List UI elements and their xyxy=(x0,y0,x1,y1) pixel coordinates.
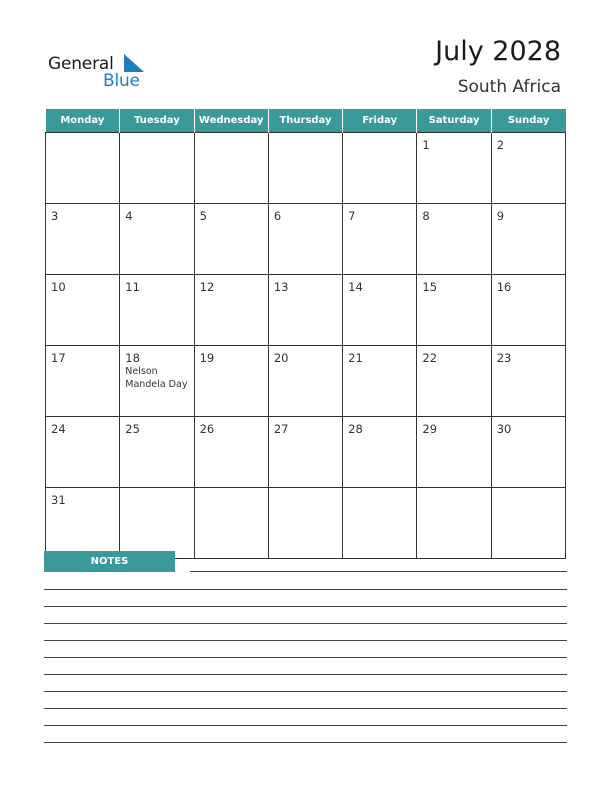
weekday-friday: Friday xyxy=(343,109,417,133)
day-number: 24 xyxy=(51,422,66,436)
day-number: 20 xyxy=(273,351,289,365)
day-cell xyxy=(46,204,120,275)
week-row xyxy=(46,346,566,417)
day-cell xyxy=(343,346,417,417)
day-number: 13 xyxy=(273,280,289,294)
day-cell xyxy=(343,275,417,346)
day-cell xyxy=(46,275,120,346)
day-cell xyxy=(417,204,491,275)
day-number: 21 xyxy=(348,351,363,365)
note-line xyxy=(44,623,567,624)
day-cell xyxy=(491,133,565,204)
day-number: 29 xyxy=(422,422,438,436)
week-row xyxy=(46,275,566,346)
day-cell xyxy=(417,275,491,346)
day-number: 11 xyxy=(125,280,140,294)
day-cell xyxy=(268,346,342,417)
weekday-header-row xyxy=(46,109,566,133)
day-cell xyxy=(46,133,120,204)
day-cell xyxy=(491,488,565,559)
day-number: 27 xyxy=(273,422,289,436)
day-cell xyxy=(417,346,491,417)
weekday-thursday: Thursday xyxy=(268,109,342,133)
day-number: 15 xyxy=(422,280,438,294)
day-cell xyxy=(46,346,120,417)
day-number: 6 xyxy=(273,209,282,223)
calendar-grid xyxy=(45,109,566,559)
day-number: 5 xyxy=(199,209,207,223)
day-cell xyxy=(194,275,268,346)
weekday-monday: Monday xyxy=(46,109,120,133)
day-number: 2 xyxy=(496,138,505,152)
country-subtitle: South Africa xyxy=(457,77,561,97)
week-row xyxy=(46,133,566,204)
day-cell xyxy=(491,204,565,275)
day-cell xyxy=(417,417,491,488)
notes-label: NOTES xyxy=(44,551,175,572)
day-cell xyxy=(46,417,120,488)
day-cell xyxy=(268,417,342,488)
day-cell xyxy=(268,488,342,559)
day-cell xyxy=(343,488,417,559)
note-line xyxy=(44,606,567,607)
day-cell xyxy=(491,275,565,346)
logo-blue-text: Blue xyxy=(103,71,140,91)
day-cell xyxy=(194,417,268,488)
day-cell xyxy=(343,204,417,275)
note-line xyxy=(44,725,567,726)
day-cell xyxy=(194,204,268,275)
weekday-tuesday: Tuesday xyxy=(120,109,194,133)
holiday-label: Nelson xyxy=(125,366,158,377)
day-cell xyxy=(194,133,268,204)
day-number: 12 xyxy=(199,280,215,294)
day-number: 17 xyxy=(51,351,66,365)
day-cell xyxy=(343,417,417,488)
day-cell xyxy=(120,275,194,346)
day-cell xyxy=(120,417,194,488)
day-cell xyxy=(120,204,194,275)
logo-triangle-icon xyxy=(120,54,144,72)
day-cell xyxy=(491,346,565,417)
weekday-sunday: Sunday xyxy=(491,109,565,133)
week-row xyxy=(46,488,566,559)
day-cell xyxy=(268,275,342,346)
day-number: 28 xyxy=(348,422,363,436)
note-line xyxy=(44,674,567,675)
day-number: 10 xyxy=(51,280,66,294)
note-line xyxy=(44,691,567,692)
day-cell xyxy=(120,346,194,417)
weekday-saturday: Saturday xyxy=(417,109,491,133)
day-cell xyxy=(417,133,491,204)
logo-general-text: General xyxy=(48,54,114,74)
day-number: 30 xyxy=(496,422,512,436)
day-number: 7 xyxy=(348,209,356,223)
day-number: 1 xyxy=(422,138,430,152)
day-number: 19 xyxy=(199,351,215,365)
day-number: 25 xyxy=(125,422,140,436)
holiday-label: Mandela Day xyxy=(125,379,188,390)
day-number: 3 xyxy=(51,209,59,223)
day-number: 9 xyxy=(496,209,505,223)
logo xyxy=(48,52,158,92)
day-number: 16 xyxy=(496,280,512,294)
day-number: 18 xyxy=(125,351,140,365)
day-cell xyxy=(417,488,491,559)
day-cell xyxy=(120,488,194,559)
note-line xyxy=(44,742,567,743)
day-cell xyxy=(194,488,268,559)
day-cell xyxy=(194,346,268,417)
week-row xyxy=(46,417,566,488)
note-line xyxy=(44,657,567,658)
day-number: 4 xyxy=(125,209,133,223)
day-cell xyxy=(491,417,565,488)
note-line xyxy=(44,589,567,590)
day-number: 14 xyxy=(348,280,363,294)
day-cell xyxy=(268,133,342,204)
day-number: 23 xyxy=(496,351,512,365)
calendar-title: July 2028 xyxy=(435,36,561,67)
note-line xyxy=(44,708,567,709)
calendar-body xyxy=(46,133,566,559)
day-number: 26 xyxy=(199,422,215,436)
day-number: 8 xyxy=(422,209,430,223)
note-line xyxy=(190,571,567,572)
day-number: 31 xyxy=(51,493,66,507)
weekday-wednesday: Wednesday xyxy=(194,109,268,133)
note-line xyxy=(44,640,567,641)
day-cell xyxy=(343,133,417,204)
day-cell xyxy=(120,133,194,204)
day-cell xyxy=(46,488,120,559)
day-cell xyxy=(268,204,342,275)
day-number: 22 xyxy=(422,351,438,365)
week-row xyxy=(46,204,566,275)
